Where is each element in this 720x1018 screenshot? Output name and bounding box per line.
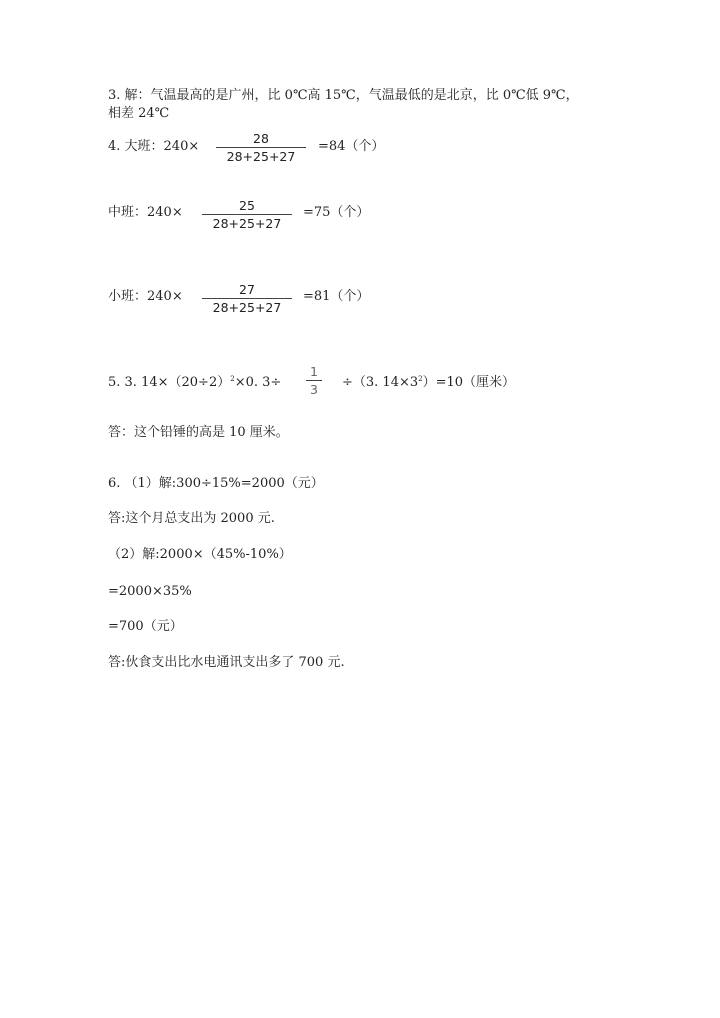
q4-big-result: =84（个）: [318, 139, 385, 154]
q5-suffix-a: ÷（3. 14×3: [342, 375, 419, 390]
q6-line-2: 答:这个月总支出为 2000 元.: [108, 511, 275, 526]
q5-expression-end: [342, 371, 515, 391]
q4-small-fraction: [202, 282, 292, 315]
q4-big-numerator: 28: [253, 131, 269, 146]
q5-mid: ×0. 3÷: [234, 375, 282, 390]
q4-small-result: =81（个）: [303, 289, 370, 304]
q6-line-1: 6. （1）解:300÷15%=2000（元）: [108, 476, 324, 491]
q4-small-numerator: 27: [239, 282, 255, 297]
q4-small-prefix: 小班：240×: [108, 289, 183, 304]
q5-suffix-b: ）=10（厘米）: [422, 375, 516, 390]
q5-answer: 答：这个铅锤的高是 10 厘米。: [108, 425, 289, 440]
fraction-bar: [306, 380, 322, 381]
q6-line-5: =700（元）: [108, 619, 183, 634]
q6-line-4: =2000×35%: [108, 584, 192, 599]
q3-line-1: 3. 解：气温最高的是广州，比 0℃高 15℃，气温最低的是北京，比 0℃低 9℃，: [108, 88, 579, 103]
q4-big-prefix: 4. 大班：240×: [108, 139, 200, 154]
q4-mid-result: =75（个）: [303, 205, 370, 220]
q5-numerator: 1: [310, 364, 318, 379]
q4-mid-denominator: 28+25+27: [212, 216, 282, 231]
fraction-bar: [202, 214, 292, 215]
q3-line-2: 相差 24℃: [108, 106, 170, 121]
q4-big-fraction: [216, 131, 306, 164]
fraction-bar: [216, 147, 306, 148]
q5-exponent-1: 2: [230, 375, 235, 383]
q5-exponent-2: 2: [418, 375, 423, 383]
q5-fraction: [306, 364, 322, 397]
q6-line-3: （2）解:2000×（45%-10%）: [108, 547, 292, 562]
q5-expression-start: [108, 371, 281, 391]
fraction-bar: [202, 298, 292, 299]
q5-denominator: 3: [310, 382, 318, 397]
q6-line-6: 答:伙食支出比水电通讯支出多了 700 元.: [108, 655, 345, 670]
q4-mid-fraction: [202, 198, 292, 231]
q5-prefix: 5. 3. 14×（20÷2）: [108, 375, 231, 390]
q4-small-denominator: 28+25+27: [212, 300, 282, 315]
q4-mid-prefix: 中班：240×: [108, 205, 183, 220]
q4-mid-numerator: 25: [239, 198, 255, 213]
q4-big-denominator: 28+25+27: [226, 149, 296, 164]
